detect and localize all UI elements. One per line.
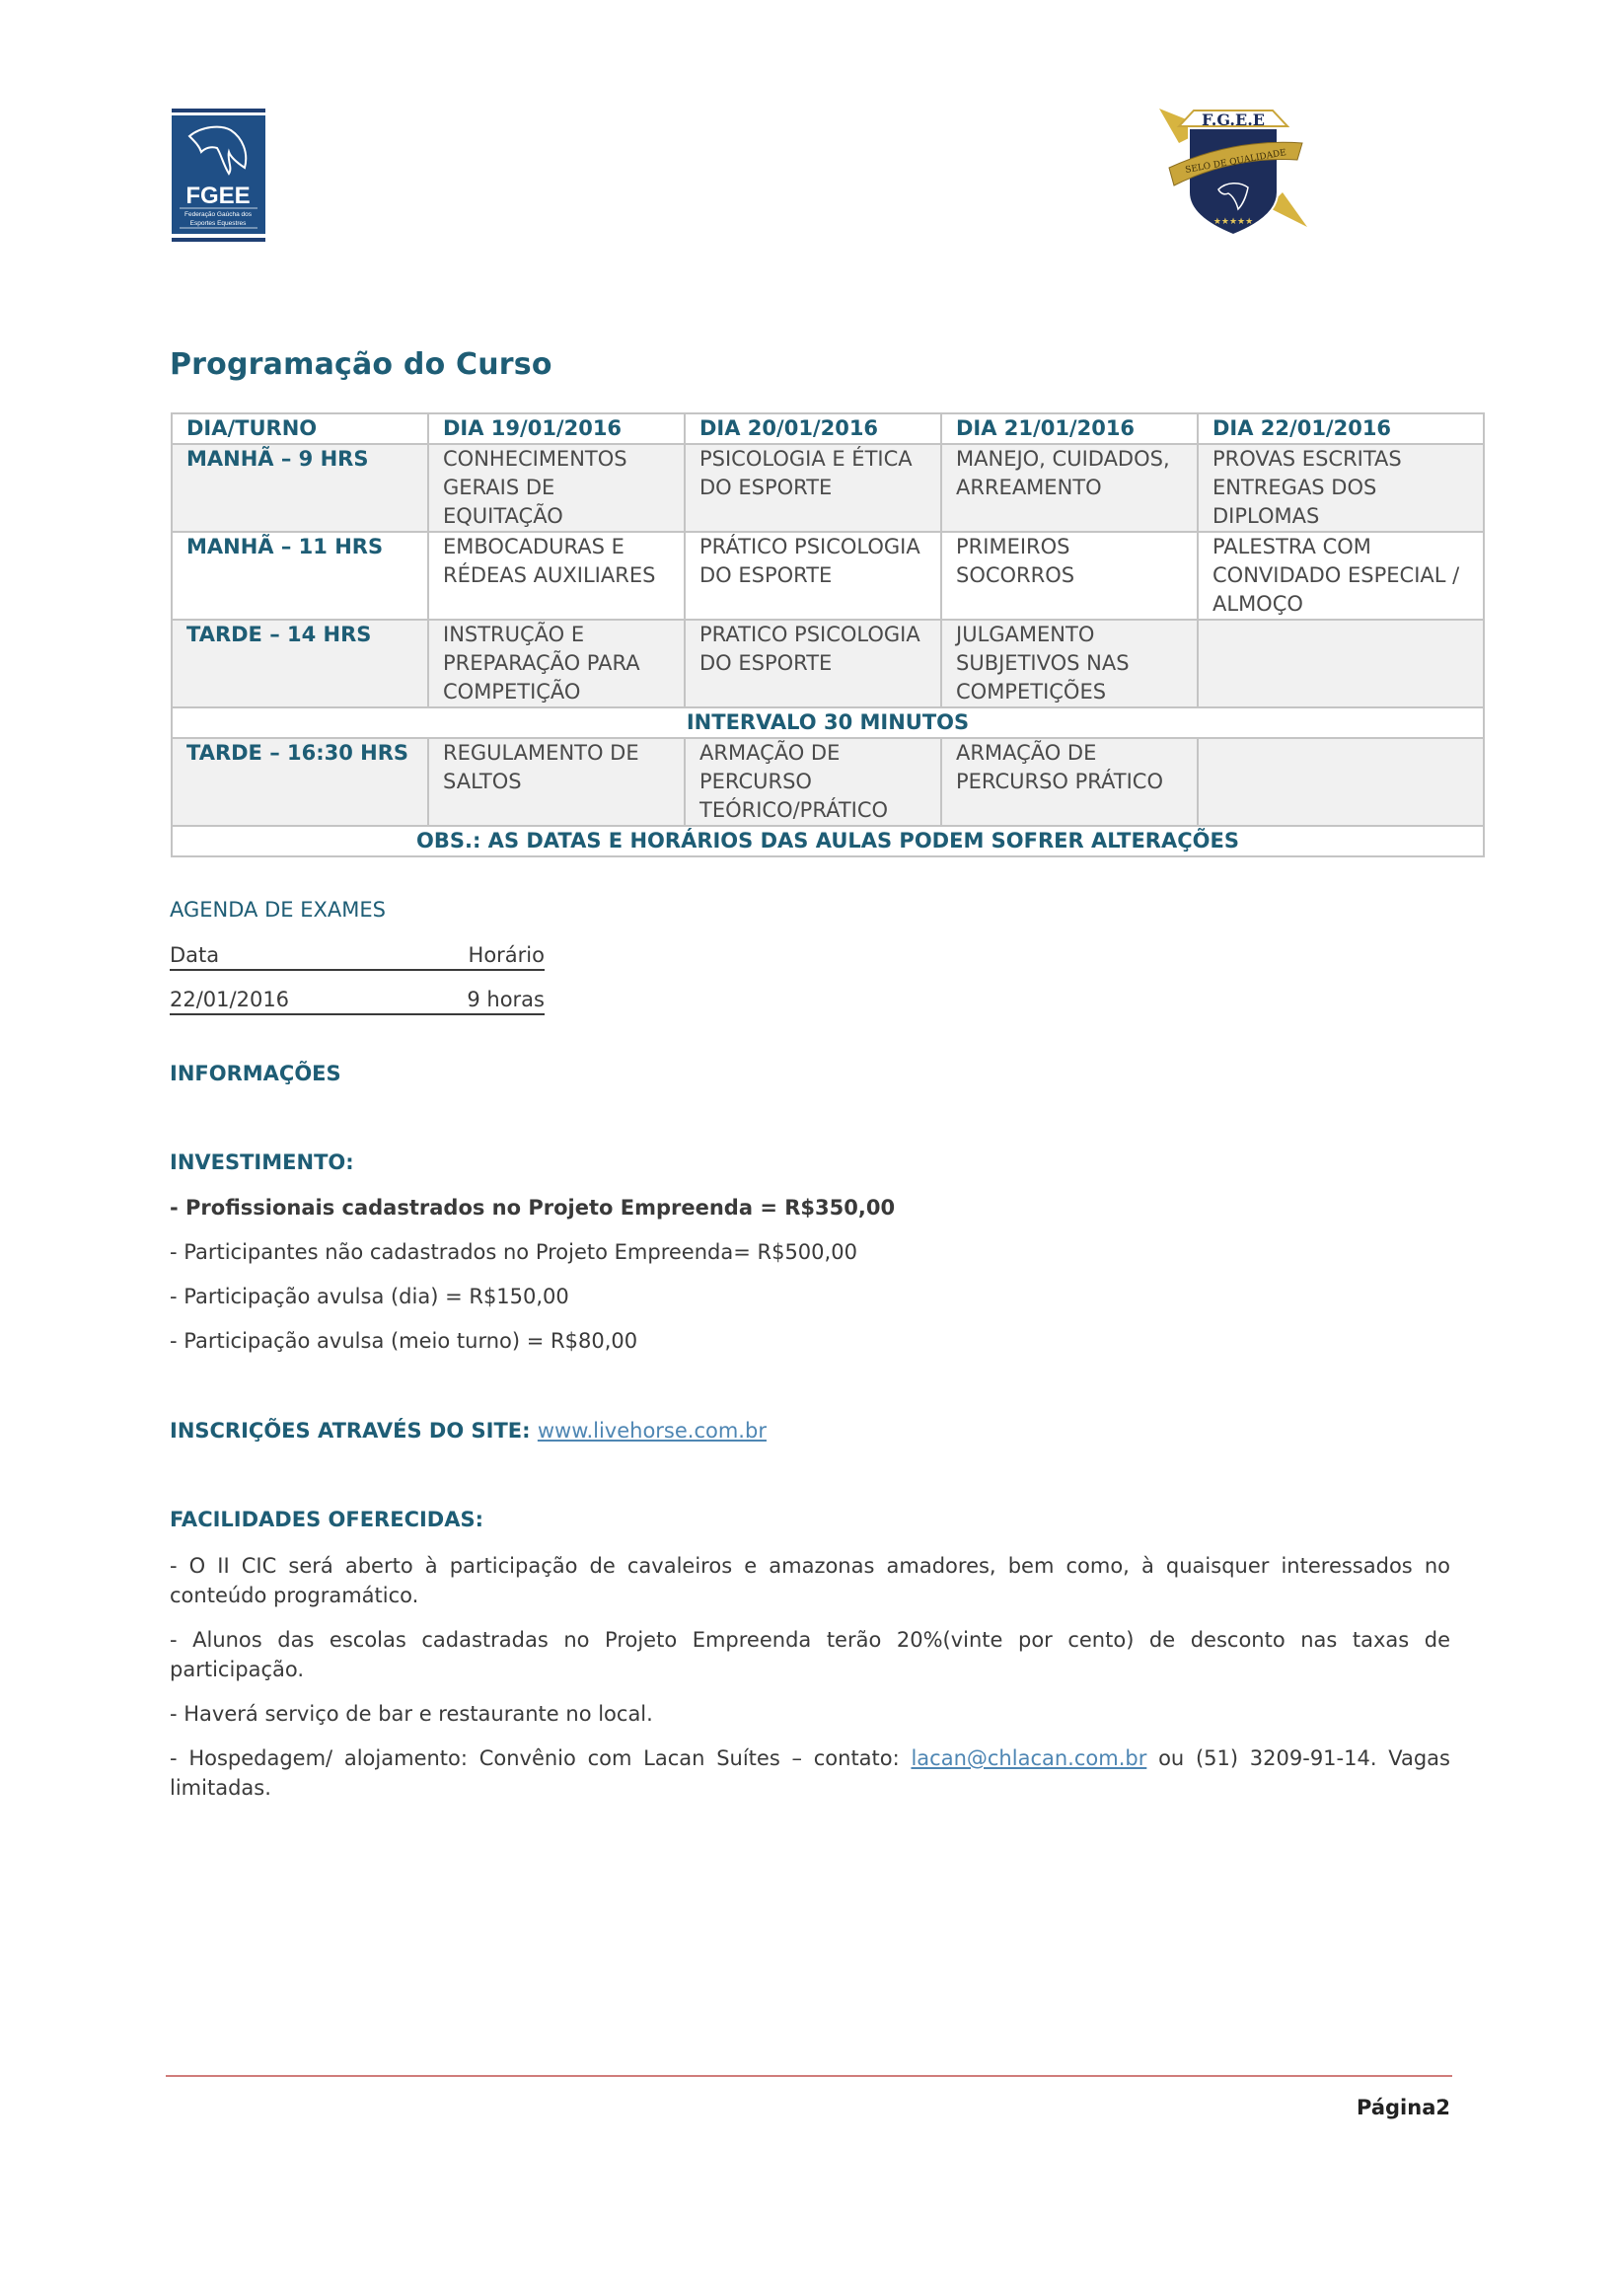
table-row <box>172 532 1484 620</box>
stars-icon: ★★★★★ <box>1212 217 1254 227</box>
header-cell: DIA 20/01/2016 <box>685 413 941 444</box>
table-cell: INSTRUÇÃO E PREPARAÇÃO PARA COMPETIÇÃO <box>428 620 685 707</box>
table-cell: JULGAMENTO SUBJETIVOS NAS COMPETIÇÕES <box>941 620 1198 707</box>
price-item: - Participantes não cadastrados no Projeto Empreenda= R$500,00 <box>170 1240 857 1264</box>
table-cell: PROVAS ESCRITAS ENTREGAS DOS DIPLOMAS <box>1198 444 1484 532</box>
agenda-header-row <box>170 941 545 971</box>
header-cell: DIA 21/01/2016 <box>941 413 1198 444</box>
table-cell: PRIMEIROS SOCORROS <box>941 532 1198 620</box>
agenda-header-date: Data <box>170 943 220 967</box>
facilidade-paragraph <box>170 1743 1450 1803</box>
price-item: - Participação avulsa (dia) = R$150,00 <box>170 1285 569 1308</box>
table-cell: PSICOLOGIA E ÉTICA DO ESPORTE <box>685 444 941 532</box>
table-cell: PRATICO PSICOLOGIA DO ESPORTE <box>685 620 941 707</box>
interval-cell: INTERVALO 30 MINUTOS <box>172 707 1484 738</box>
agenda-date: 22/01/2016 <box>170 988 290 1011</box>
table-row <box>172 620 1484 707</box>
page-number: Página2 <box>1357 2096 1450 2119</box>
facilidade-paragraph: - O II CIC será aberto à participação de cavaleiros e amazonas amadores, bem como, à quaisquer interessados no conteúdo programático. <box>170 1554 1450 1607</box>
header-cell: DIA 22/01/2016 <box>1198 413 1484 444</box>
table-cell: PALESTRA COM CONVIDADO ESPECIAL / ALMOÇO <box>1198 532 1484 620</box>
svg-text:F.G.E.E: F.G.E.E <box>1202 111 1265 129</box>
agenda-time: 9 horas <box>467 988 545 1011</box>
page-title: Programação do Curso <box>170 347 552 382</box>
svg-text:FGEE: FGEE <box>185 183 251 209</box>
table-row <box>172 738 1484 826</box>
inscricoes-line <box>170 1419 767 1443</box>
note-cell: OBS.: AS DATAS E HORÁRIOS DAS AULAS PODEM SOFRER ALTERAÇÕES <box>172 826 1484 856</box>
table-cell: ARMAÇÃO DE PERCURSO PRÁTICO <box>941 738 1198 826</box>
table-cell: EMBOCADURAS E RÉDEAS AUXILIARES <box>428 532 685 620</box>
schedule-table <box>171 412 1485 857</box>
turno-cell: MANHÃ – 11 HRS <box>172 532 428 620</box>
price-item: - Participação avulsa (meio turno) = R$80,00 <box>170 1329 638 1353</box>
footer-divider <box>166 2075 1452 2077</box>
svg-text:SELO DE QUALIDADE: SELO DE QUALIDADE <box>1184 148 1287 176</box>
price-item: - Profissionais cadastrados no Projeto Empreenda = R$350,00 <box>170 1196 896 1220</box>
agenda-row <box>170 986 545 1015</box>
investimento-heading: INVESTIMENTO: <box>170 1150 354 1174</box>
table-cell: PRÁTICO PSICOLOGIA DO ESPORTE <box>685 532 941 620</box>
turno-cell: MANHÃ – 9 HRS <box>172 444 428 532</box>
selo-qualidade-logo <box>1149 99 1317 237</box>
table-row <box>172 444 1484 532</box>
hospedagem-contact: ou (51) 3209-91-14. Vagas limitadas. <box>170 1746 1450 1800</box>
table-cell <box>1198 738 1484 826</box>
fgee-logo <box>172 109 265 243</box>
note-row <box>172 826 1484 856</box>
table-cell: REGULAMENTO DE SALTOS <box>428 738 685 826</box>
facilidade-paragraph: - Alunos das escolas cadastradas no Projeto Empreenda terão 20%(vinte por cento) de desconto nas taxas de participação. <box>170 1628 1450 1681</box>
agenda-title: AGENDA DE EXAMES <box>170 898 386 922</box>
svg-text:Esportes Equestres: Esportes Equestres <box>189 220 247 227</box>
hospedagem-text: - Hospedagem/ alojamento: Convênio com Lacan Suítes – contato: <box>170 1746 912 1770</box>
facilidades-heading: FACILIDADES OFERECIDAS: <box>170 1508 483 1531</box>
header-cell: DIA/TURNO <box>172 413 428 444</box>
agenda-header-time: Horário <box>468 943 545 967</box>
info-heading: INFORMAÇÕES <box>170 1062 341 1085</box>
email-link[interactable]: lacan@chlacan.com.br <box>911 1746 1147 1770</box>
interval-row <box>172 707 1484 738</box>
table-cell: MANEJO, CUIDADOS, ARREAMENTO <box>941 444 1198 532</box>
turno-cell: TARDE – 16:30 HRS <box>172 738 428 826</box>
svg-text:Federação Gaúcha dos: Federação Gaúcha dos <box>184 211 252 218</box>
table-header-row <box>172 413 1484 444</box>
table-cell: ARMAÇÃO DE PERCURSO TEÓRICO/PRÁTICO <box>685 738 941 826</box>
table-cell <box>1198 620 1484 707</box>
table-cell: CONHECIMENTOS GERAIS DE EQUITAÇÃO <box>428 444 685 532</box>
inscricoes-label: INSCRIÇÕES ATRAVÉS DO SITE: <box>170 1419 531 1443</box>
facilidade-paragraph: - Haverá serviço de bar e restaurante no local. <box>170 1702 653 1726</box>
header-cell: DIA 19/01/2016 <box>428 413 685 444</box>
turno-cell: TARDE – 14 HRS <box>172 620 428 707</box>
site-link[interactable]: www.livehorse.com.br <box>537 1419 767 1443</box>
